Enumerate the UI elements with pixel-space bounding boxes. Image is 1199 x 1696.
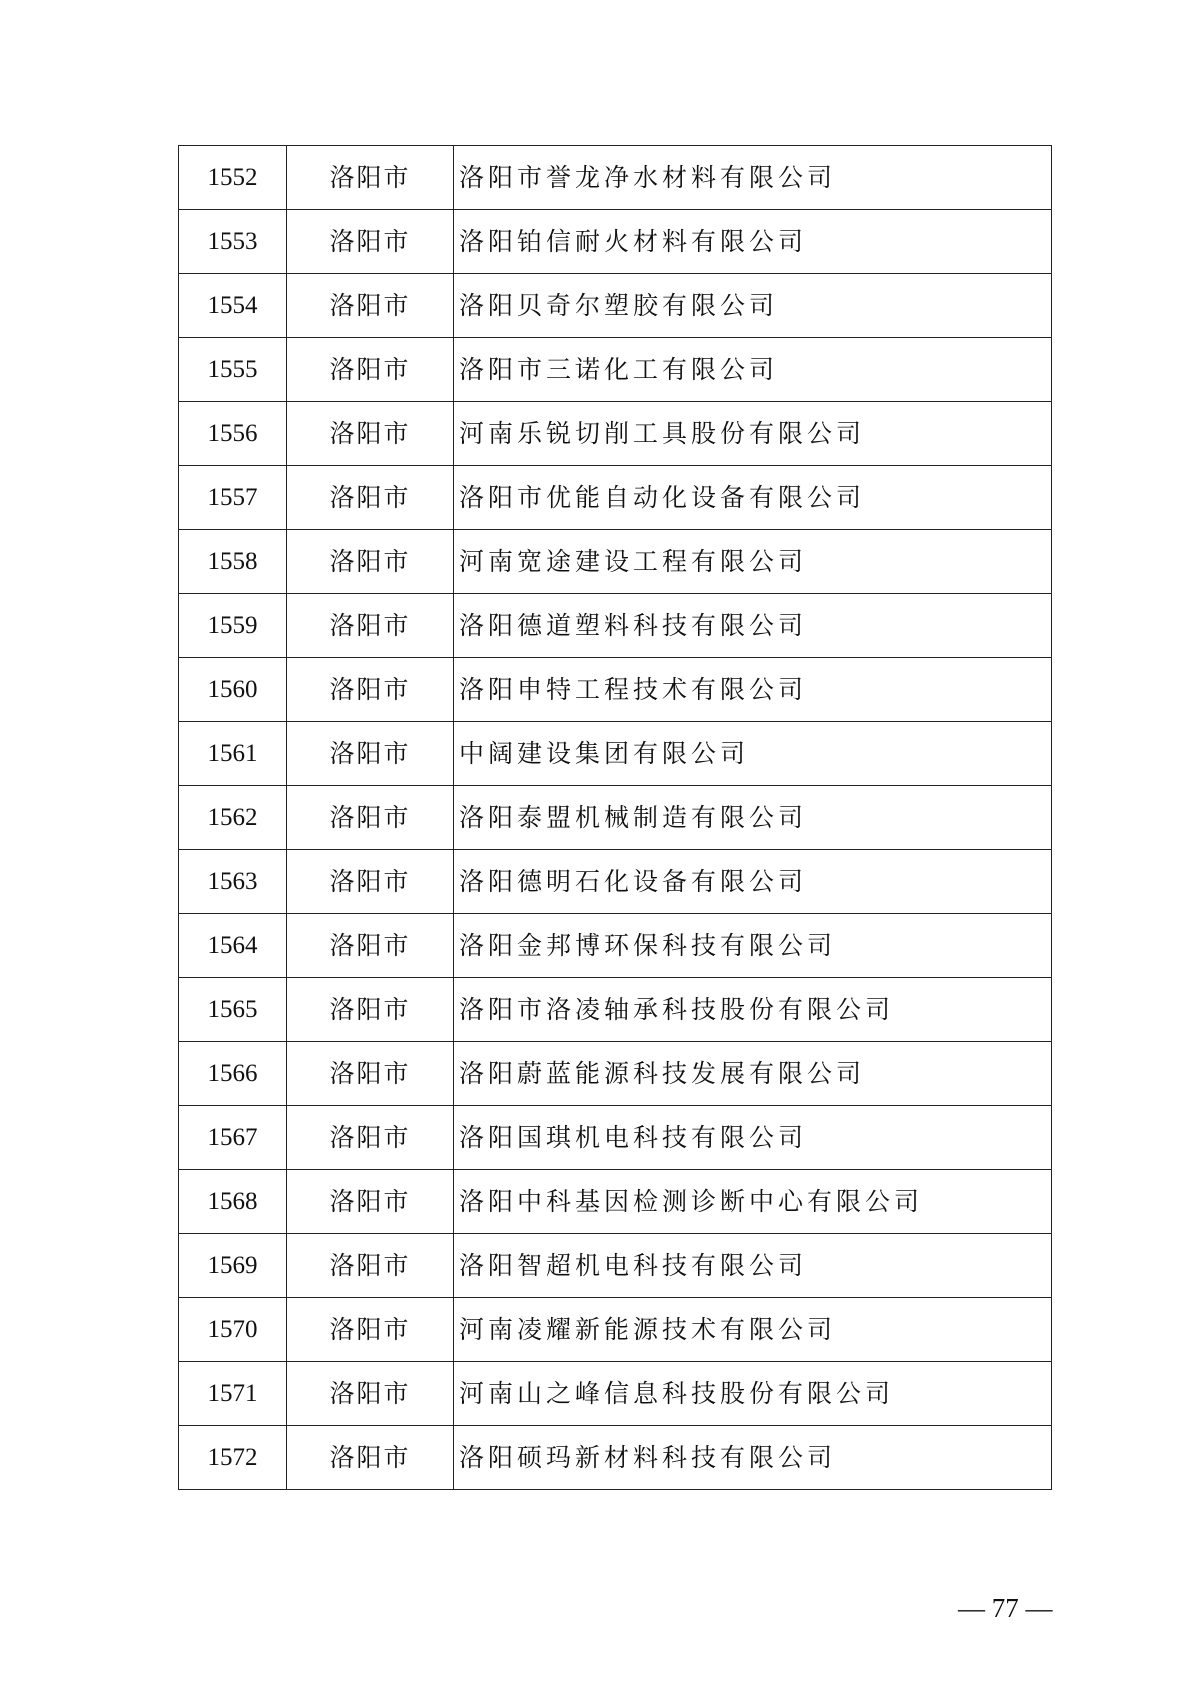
row-number-cell: 1559 [179,594,287,658]
city-cell: 洛阳市 [287,274,454,338]
table-row [179,402,1052,466]
company-name-cell: 洛阳铂信耐火材料有限公司 [454,210,1052,274]
table-row [179,1298,1052,1362]
city-cell: 洛阳市 [287,850,454,914]
row-number-cell: 1556 [179,402,287,466]
city-cell: 洛阳市 [287,466,454,530]
company-name-cell: 洛阳德明石化设备有限公司 [454,850,1052,914]
row-number-cell: 1564 [179,914,287,978]
table-row [179,530,1052,594]
company-name-cell: 河南凌耀新能源技术有限公司 [454,1298,1052,1362]
city-cell: 洛阳市 [287,1298,454,1362]
city-cell: 洛阳市 [287,914,454,978]
company-name-cell: 洛阳国琪机电科技有限公司 [454,1106,1052,1170]
row-number-cell: 1552 [179,146,287,210]
company-name-cell: 洛阳智超机电科技有限公司 [454,1234,1052,1298]
row-number-cell: 1562 [179,786,287,850]
row-number-cell: 1572 [179,1426,287,1490]
table-row [179,658,1052,722]
company-list-table [178,145,1052,1490]
city-cell: 洛阳市 [287,1234,454,1298]
city-cell: 洛阳市 [287,786,454,850]
company-name-cell: 洛阳德道塑料科技有限公司 [454,594,1052,658]
row-number-cell: 1563 [179,850,287,914]
company-name-cell: 洛阳申特工程技术有限公司 [454,658,1052,722]
row-number-cell: 1557 [179,466,287,530]
table-row [179,594,1052,658]
table-row [179,1426,1052,1490]
company-list-body [179,146,1052,1490]
table-row [179,1170,1052,1234]
row-number-cell: 1566 [179,1042,287,1106]
city-cell: 洛阳市 [287,146,454,210]
row-number-cell: 1555 [179,338,287,402]
row-number-cell: 1561 [179,722,287,786]
table-row [179,210,1052,274]
table-row [179,722,1052,786]
table-row [179,146,1052,210]
city-cell: 洛阳市 [287,338,454,402]
row-number-cell: 1554 [179,274,287,338]
table-row [179,850,1052,914]
row-number-cell: 1560 [179,658,287,722]
table-row [179,978,1052,1042]
company-name-cell: 洛阳中科基因检测诊断中心有限公司 [454,1170,1052,1234]
row-number-cell: 1568 [179,1170,287,1234]
company-name-cell: 河南山之峰信息科技股份有限公司 [454,1362,1052,1426]
table-row [179,1106,1052,1170]
city-cell: 洛阳市 [287,1042,454,1106]
city-cell: 洛阳市 [287,978,454,1042]
city-cell: 洛阳市 [287,1362,454,1426]
table-row [179,274,1052,338]
company-name-cell: 洛阳市三诺化工有限公司 [454,338,1052,402]
table-row [179,1362,1052,1426]
company-name-cell: 河南乐锐切削工具股份有限公司 [454,402,1052,466]
page-number: — 77 — [958,1593,1053,1623]
company-name-cell: 洛阳硕玛新材料科技有限公司 [454,1426,1052,1490]
row-number-cell: 1558 [179,530,287,594]
city-cell: 洛阳市 [287,722,454,786]
company-name-cell: 洛阳泰盟机械制造有限公司 [454,786,1052,850]
city-cell: 洛阳市 [287,402,454,466]
city-cell: 洛阳市 [287,530,454,594]
company-name-cell: 洛阳蔚蓝能源科技发展有限公司 [454,1042,1052,1106]
company-name-cell: 洛阳市优能自动化设备有限公司 [454,466,1052,530]
company-name-cell: 中阔建设集团有限公司 [454,722,1052,786]
company-name-cell: 洛阳金邦博环保科技有限公司 [454,914,1052,978]
row-number-cell: 1565 [179,978,287,1042]
table-row [179,786,1052,850]
row-number-cell: 1570 [179,1298,287,1362]
company-name-cell: 河南宽途建设工程有限公司 [454,530,1052,594]
table-row [179,338,1052,402]
table-row [179,1042,1052,1106]
company-name-cell: 洛阳市洛凌轴承科技股份有限公司 [454,978,1052,1042]
city-cell: 洛阳市 [287,1170,454,1234]
city-cell: 洛阳市 [287,1426,454,1490]
city-cell: 洛阳市 [287,658,454,722]
row-number-cell: 1571 [179,1362,287,1426]
table-row [179,914,1052,978]
company-name-cell: 洛阳市誉龙净水材料有限公司 [454,146,1052,210]
table-row [179,466,1052,530]
city-cell: 洛阳市 [287,210,454,274]
table-row [179,1234,1052,1298]
city-cell: 洛阳市 [287,594,454,658]
row-number-cell: 1553 [179,210,287,274]
row-number-cell: 1569 [179,1234,287,1298]
company-name-cell: 洛阳贝奇尔塑胶有限公司 [454,274,1052,338]
row-number-cell: 1567 [179,1106,287,1170]
city-cell: 洛阳市 [287,1106,454,1170]
